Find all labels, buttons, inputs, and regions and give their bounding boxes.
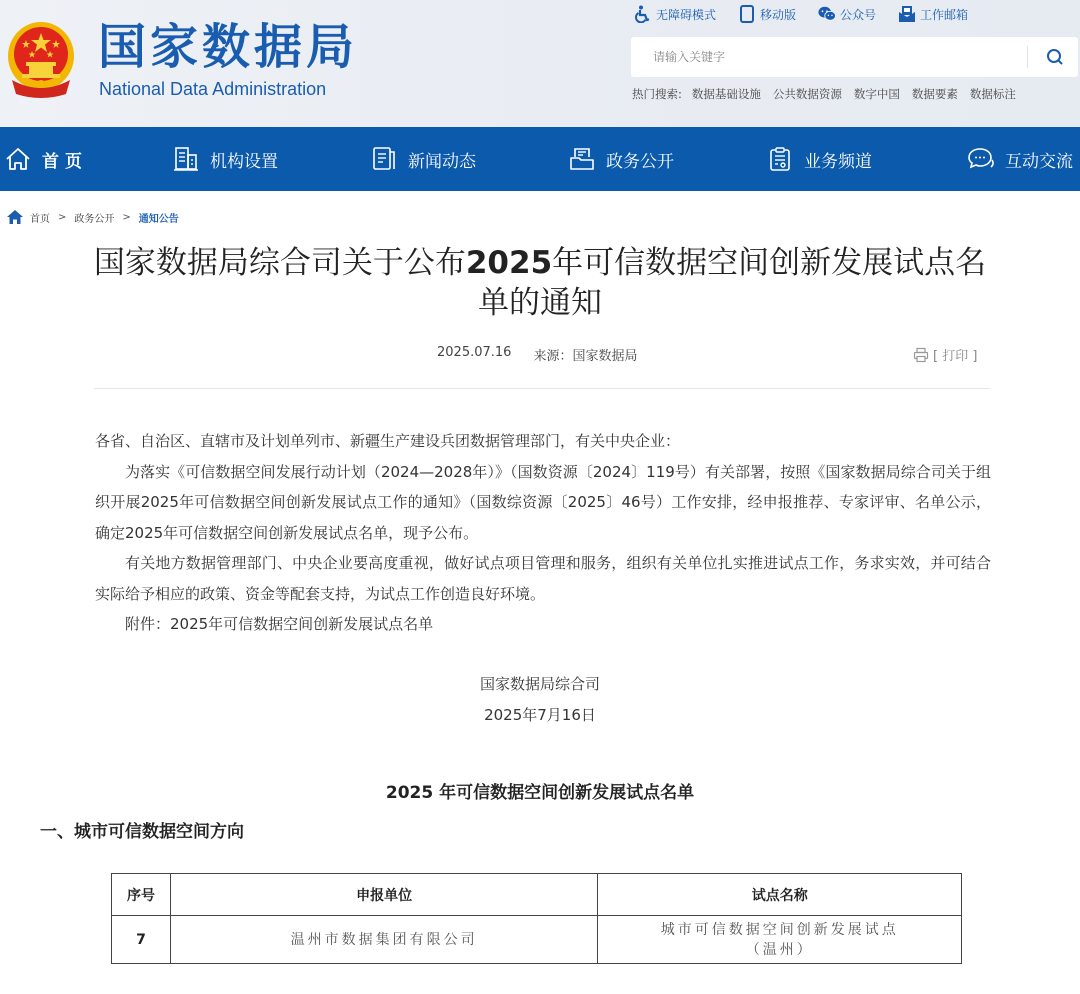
divider (94, 388, 990, 389)
mobile-version-link[interactable] (738, 5, 796, 23)
article-body (95, 426, 991, 640)
section-title: 一、城市可信数据空间方向 (40, 822, 244, 842)
nav-label: 政务公开 (606, 151, 674, 172)
row-number: 7 (112, 916, 171, 964)
main-nav (0, 127, 1080, 191)
search-box (631, 37, 1078, 77)
document-icon (370, 145, 398, 173)
hot-search-label: 热门搜索: (632, 87, 682, 101)
wechat-label: 公众号 (840, 7, 877, 22)
hot-search-item[interactable]: 数据标注 (969, 87, 1016, 101)
nav-label: 首页 (42, 151, 88, 172)
hot-search-item[interactable]: 数字中国 (853, 87, 900, 101)
nav-item-business-channel[interactable] (766, 127, 872, 191)
breadcrumb-item-notices[interactable]: 通知公告 (138, 213, 179, 225)
nav-label: 新闻动态 (408, 151, 476, 172)
attachment-link[interactable]: 附件：2025年可信数据空间创新发展试点名单 (125, 615, 434, 633)
top-links (634, 5, 968, 23)
hot-search-item[interactable]: 数据基础设施 (691, 87, 761, 101)
sign-date: 2025年7月16日 (484, 706, 596, 724)
nav-item-government-affairs[interactable] (568, 127, 674, 191)
site-header (0, 0, 1080, 127)
nav-item-home[interactable] (4, 127, 88, 191)
printer-icon (913, 347, 929, 363)
wheelchair-icon (634, 5, 652, 23)
nav-item-organization[interactable] (172, 127, 278, 191)
column-header: 序号 (112, 874, 171, 916)
mailbox-icon (898, 5, 916, 23)
nav-label: 互动交流 (1005, 151, 1073, 172)
folder-icon (568, 145, 596, 173)
accessibility-mode-label: 无障碍模式 (656, 7, 717, 22)
title-year: 2025 (465, 245, 553, 281)
clipboard-icon (766, 145, 794, 173)
table-row (112, 916, 962, 964)
breadcrumb-separator: > (58, 211, 67, 223)
nav-label: 业务频道 (804, 151, 872, 172)
search-input[interactable] (631, 37, 1026, 77)
breadcrumb-separator: > (122, 211, 131, 223)
mobile-icon (738, 5, 756, 23)
print-button[interactable] (913, 345, 977, 364)
building-icon (172, 145, 200, 173)
paragraph: 有关地方数据管理部门、中央企业要高度重视，做好试点项目管理和服务，组织有关单位扎实推进试点工作，务求实效，并可结合实际给予相应的政策、资金等配套支持，为试点工作创造良好环境。 (95, 554, 991, 603)
column-header: 申报单位 (170, 874, 597, 916)
hot-search-item[interactable]: 公共数据资源 (772, 87, 842, 101)
breadcrumb (6, 209, 179, 225)
print-label: [ 打印 ] (933, 349, 978, 364)
title-text: 国家数据局综合司关于公布 (93, 245, 466, 281)
search-divider (1027, 46, 1028, 68)
hot-search (632, 86, 1016, 102)
salutation: 各省、自治区、直辖市及计划单列市、新疆生产建设兵团数据管理部门，有关中央企业： (95, 432, 681, 450)
table-header-row (112, 874, 962, 916)
pilot-name-line2: （温州） (745, 941, 814, 958)
list-title: 2025 年可信数据空间创新发展试点名单 (385, 783, 695, 803)
article-meta (437, 345, 637, 364)
home-icon (6, 209, 24, 225)
article-date: 2025.07.16 (437, 345, 512, 360)
article-source: 来源：国家数据局 (533, 349, 638, 364)
column-header: 试点名称 (598, 874, 962, 916)
wechat-icon (818, 5, 836, 23)
work-mailbox-link[interactable] (898, 5, 968, 23)
national-emblem-icon (6, 20, 76, 98)
work-mailbox-label: 工作邮箱 (920, 7, 969, 22)
applicant-unit: 温州市数据集团有限公司 (170, 916, 597, 964)
breadcrumb-item-government-affairs[interactable]: 政务公开 (74, 213, 115, 225)
search-icon (1046, 48, 1064, 66)
article-title (80, 243, 1000, 323)
search-button[interactable] (1031, 37, 1078, 77)
wechat-link[interactable] (818, 5, 876, 23)
site-logo-cn[interactable]: 国家数据局 (98, 19, 359, 75)
accessibility-mode-link[interactable] (634, 5, 716, 23)
mobile-version-label: 移动版 (760, 7, 797, 22)
site-logo-en[interactable]: National Data Administration (99, 79, 327, 99)
pilot-name-line1: 城市可信数据空间创新发展试点 (660, 921, 899, 938)
nav-item-interaction[interactable] (967, 127, 1073, 191)
pilot-name (598, 916, 962, 964)
breadcrumb-item-home[interactable]: 首页 (30, 213, 50, 225)
pilot-table (111, 873, 962, 964)
chat-icon (967, 145, 995, 173)
signature: 国家数据局综合司 (479, 675, 600, 693)
paragraph: 为落实《可信数据空间发展行动计划（2024—2028年）》（国数资源〔2024〕119号）有关部署，按照《国家数据局综合司关于组织开展2025年可信数据空间创新发展试点工作的通知》（国数综资源〔2025〕46号）工作安排，经申报推荐、专家评审、名单公示，确定2025年可信数据空间创新发展试点名单，现予公布。 (95, 462, 991, 542)
hot-search-item[interactable]: 数据要素 (911, 87, 958, 101)
title-text: 年可信数据空间创新发展试点名单的通知 (478, 245, 987, 321)
home-icon (4, 145, 32, 173)
nav-label: 机构设置 (210, 151, 278, 172)
nav-item-news[interactable] (370, 127, 476, 191)
